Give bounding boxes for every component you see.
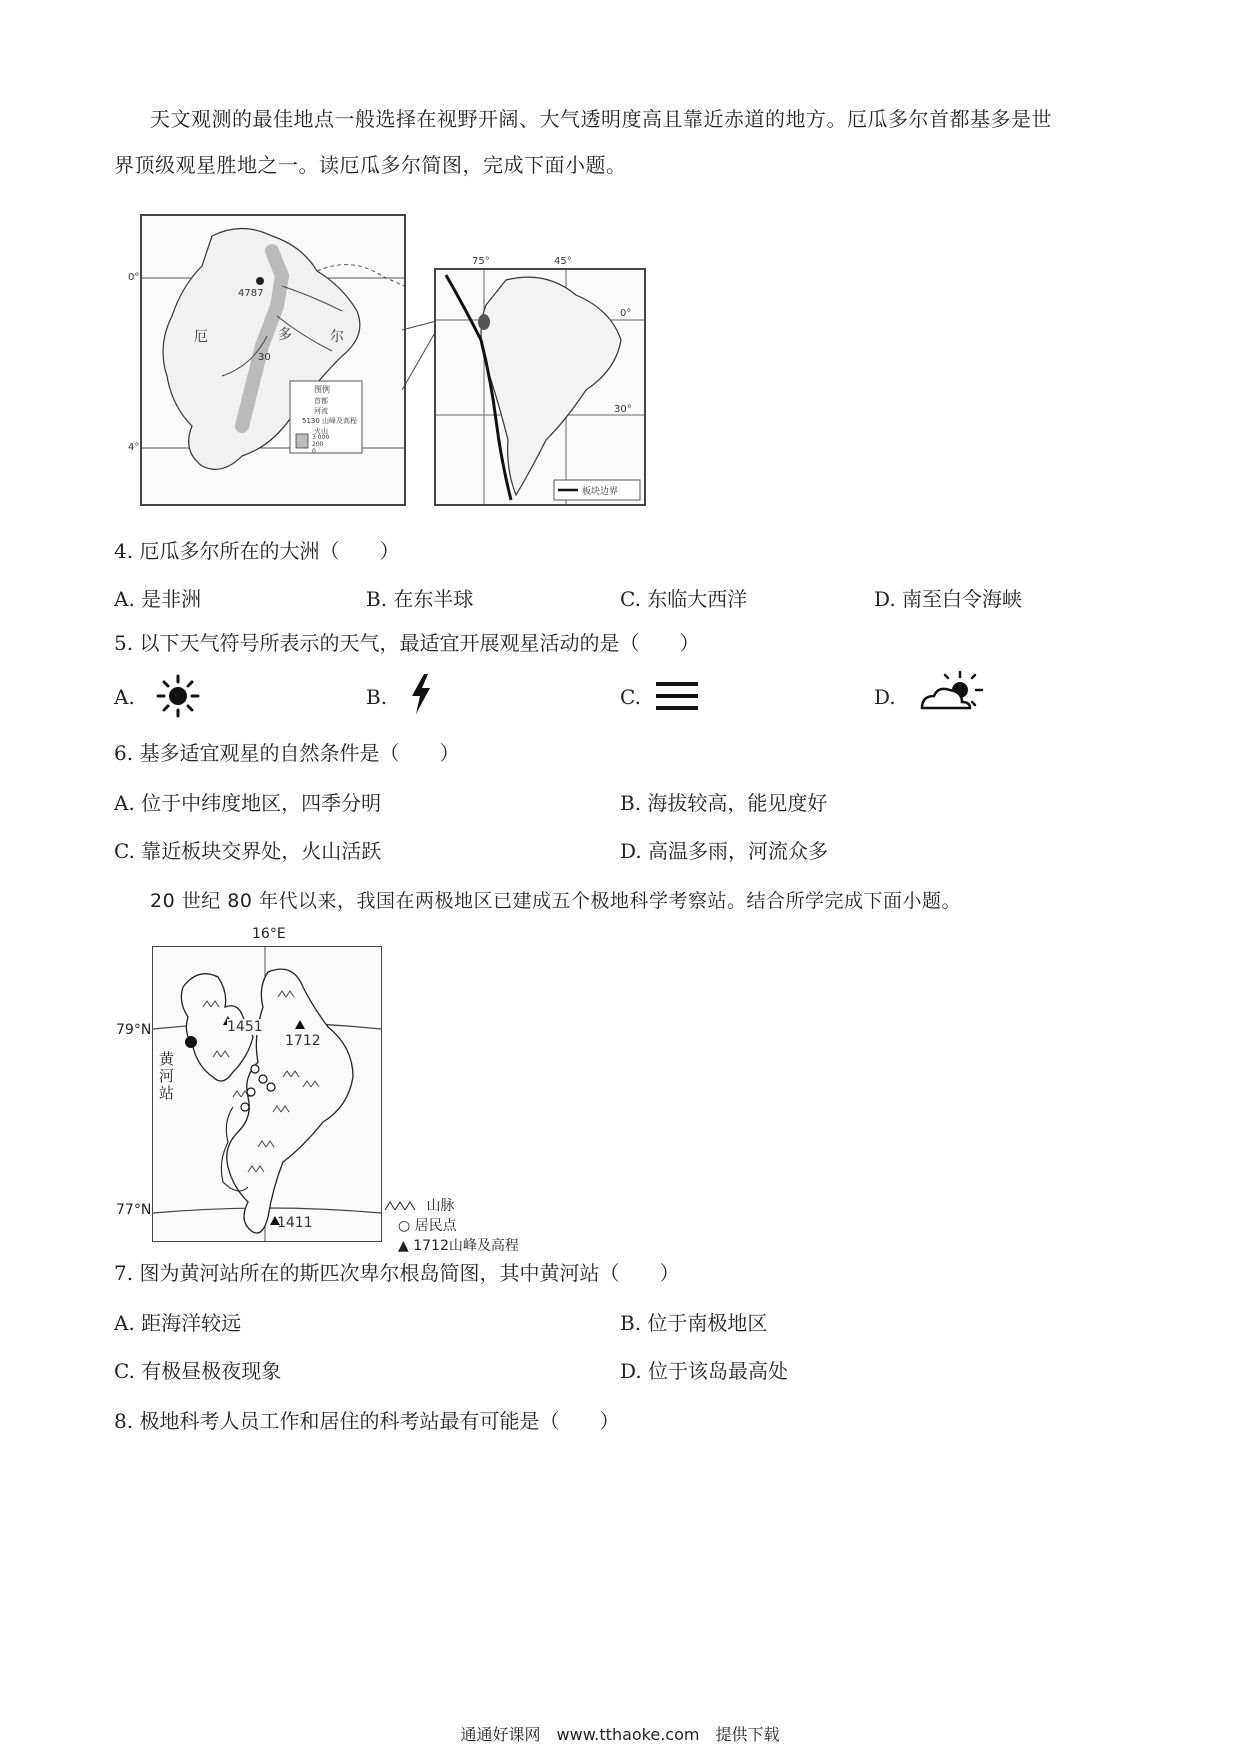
south-america-drawing	[436, 270, 644, 504]
intro-line-2: 界顶级观星胜地之一。读厄瓜多尔简图，完成下面小题。	[114, 153, 627, 177]
legend-plate-boundary: 板块边界	[582, 487, 619, 497]
settlement-icon: ○	[398, 1218, 411, 1234]
intro-2: 20 世纪 80 年代以来，我国在两极地区已建成五个极地科学考察站。结合所学完成下面小题。	[150, 890, 961, 912]
question-4-number: 4.	[114, 539, 134, 563]
svalbard-map	[152, 946, 382, 1242]
legend-elev-1: 3 000	[312, 434, 330, 441]
q4-option-c[interactable]: C. 东临大西洋	[620, 587, 748, 611]
legend-title: 图例	[314, 385, 330, 394]
q5-option-b-label: B.	[366, 685, 388, 709]
legend-river: 河流	[314, 407, 328, 415]
svalbard-peak-3: 1411	[277, 1215, 313, 1231]
south-america-map	[434, 256, 646, 506]
question-7-number: 7.	[114, 1261, 134, 1285]
question-4-text: 厄瓜多尔所在的大洲（ ）	[139, 539, 400, 563]
sa-lat-0: 0°	[620, 308, 632, 319]
q5-option-c-label: C.	[620, 685, 641, 709]
question-5-number: 5.	[114, 631, 134, 655]
q4-option-a[interactable]: A. 是非洲	[114, 587, 202, 611]
svalbard-lon: 16°E	[252, 926, 286, 942]
q4-option-d[interactable]: D. 南至白令海峡	[874, 587, 1023, 611]
huanghe-station-label: 黄河站	[159, 1050, 175, 1102]
legend-peak-elev: 1712山峰及高程	[413, 1238, 519, 1254]
legend-peak: 5130 山峰及高程	[302, 417, 358, 425]
svalbard-lat-77: 77°N	[116, 1202, 152, 1218]
q6-option-b[interactable]: B. 海拔较高，能见度好	[620, 791, 828, 815]
page-footer: 通通好课网 www.tthaoke.com 提供下载	[460, 1725, 780, 1744]
q7-option-b[interactable]: B. 位于南极地区	[620, 1311, 768, 1335]
ecuador-map-drawing	[142, 216, 404, 504]
lightning-icon	[406, 672, 436, 716]
ecuador-lat-0: 0°	[128, 272, 140, 283]
legend-capital: 首都	[314, 397, 328, 405]
question-6	[114, 738, 459, 768]
q6-option-c[interactable]: C. 靠近板块交界处，火山活跃	[114, 839, 382, 863]
legend-mountain-row	[384, 1196, 544, 1216]
q5-option-d[interactable]	[874, 682, 896, 712]
question-5	[114, 628, 699, 658]
q4-option-b[interactable]: B. 在东半球	[366, 587, 474, 611]
q7-option-c[interactable]: C. 有极昼极夜现象	[114, 1359, 282, 1383]
sa-lat-30: 30°	[614, 404, 632, 415]
lon-75: 75°	[472, 256, 490, 267]
country-char-2: 多	[278, 327, 292, 343]
svalbard-lat-79: 79°N	[116, 1022, 152, 1038]
country-char-3: 尔	[330, 329, 344, 345]
q6-option-a[interactable]: A. 位于中纬度地区，四季分明	[114, 791, 382, 815]
question-8-number: 8.	[114, 1409, 134, 1433]
q7-option-d[interactable]: D. 位于该岛最高处	[620, 1359, 789, 1383]
q5-option-a[interactable]	[114, 682, 135, 712]
ecuador-map	[128, 214, 406, 506]
q6-option-d[interactable]: D. 高温多雨，河流众多	[620, 839, 829, 863]
svalbard-drawing	[153, 947, 381, 1241]
svalbard-peak-1: 1451	[227, 1019, 263, 1035]
legend-elev-3: 0	[312, 448, 316, 455]
question-7-text: 图为黄河站所在的斯匹次卑尔根岛简图，其中黄河站（ ）	[139, 1261, 680, 1285]
fog-icon	[654, 676, 700, 716]
legend-mountain: 山脉	[426, 1198, 455, 1214]
question-7	[114, 1258, 679, 1288]
country-char-1: 厄	[194, 329, 208, 345]
question-8	[114, 1406, 619, 1436]
q5-option-c[interactable]	[620, 682, 641, 712]
legend-elev-2: 200	[312, 441, 324, 448]
legend-peak-row	[384, 1236, 544, 1256]
q5-option-a-label: A.	[114, 685, 135, 709]
sun-icon	[156, 674, 200, 718]
question-6-text: 基多适宜观星的自然条件是（ ）	[139, 741, 460, 765]
legend-settlement-row	[384, 1216, 544, 1236]
ecuador-elevation: 4787	[238, 288, 264, 299]
question-5-text: 以下天气符号所表示的天气，最适宜开展观星活动的是（ ）	[139, 631, 700, 655]
q5-option-d-label: D.	[874, 685, 896, 709]
svalbard-legend	[384, 1196, 544, 1256]
q5-option-b[interactable]	[366, 682, 387, 712]
partly-cloudy-icon	[918, 670, 984, 714]
ecuador-lat-4: 4°	[128, 442, 140, 453]
lon-45: 45°	[554, 256, 572, 267]
svalbard-peak-2: 1712	[285, 1033, 321, 1049]
question-6-number: 6.	[114, 741, 134, 765]
legend-settlement: 居民点	[414, 1218, 457, 1234]
question-4	[114, 536, 399, 566]
legend-volcano: 火山	[314, 427, 328, 435]
mountain-icon	[384, 1200, 422, 1212]
q7-option-a[interactable]: A. 距海洋较远	[114, 1311, 242, 1335]
intro-line-1: 天文观测的最佳地点一般选择在视野开阔、大气透明度高且靠近赤道的地方。厄瓜多尔首都基多是世	[150, 107, 1052, 131]
peak-icon: ▲	[398, 1238, 409, 1254]
river-number: 30	[258, 352, 271, 363]
question-8-text: 极地科考人员工作和居住的科考站最有可能是（ ）	[139, 1409, 620, 1433]
